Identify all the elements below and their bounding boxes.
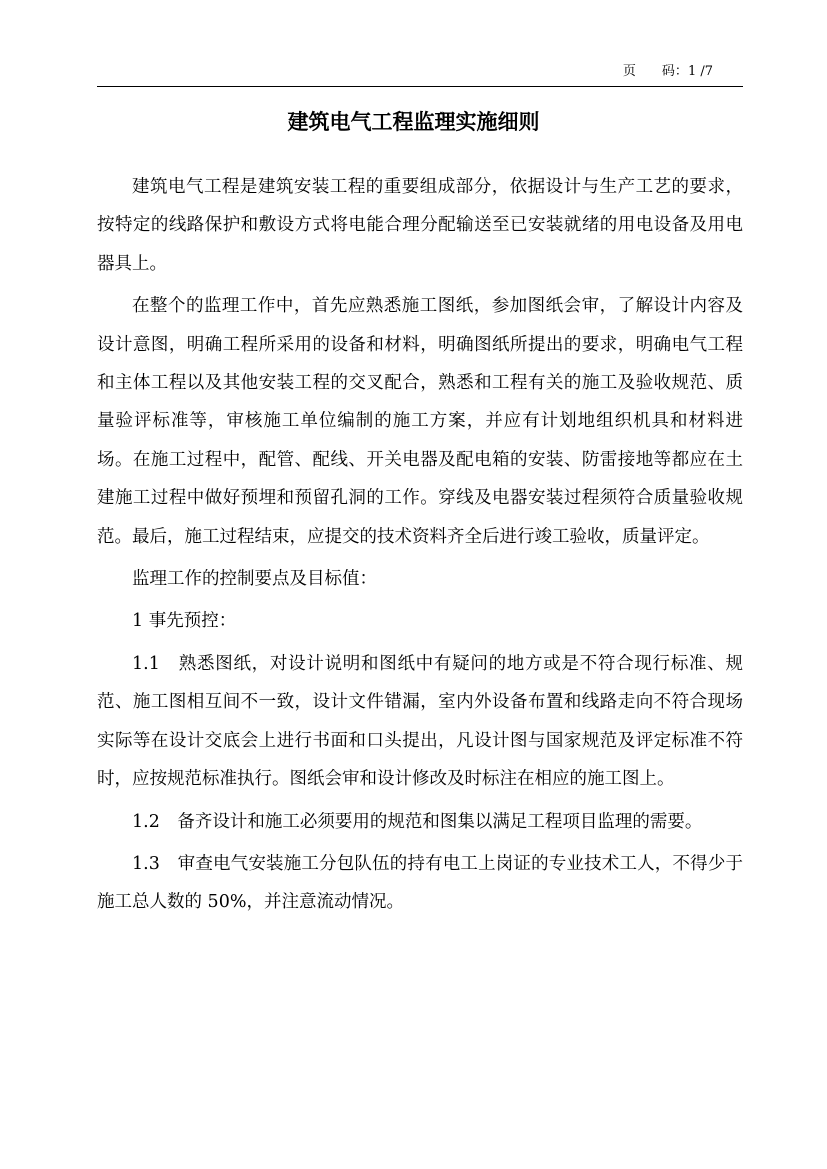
- page-number-label: [623, 60, 713, 79]
- page-label: 页: [622, 64, 636, 79]
- paragraph-intro: 建筑电气工程是建筑安装工程的重要组成部分，依据设计与生产工艺的要求，按特定的线路保护和敷设方式将电能合理分配输送至已安装就绪的用电设备及用电器具上。: [97, 177, 743, 274]
- page-header: [97, 56, 743, 87]
- paragraph-control-points: 监理工作的控制要点及目标值：: [132, 569, 377, 590]
- page-number: 1 /7: [687, 64, 713, 79]
- document-title: 建筑电气工程监理实施细则: [287, 109, 540, 134]
- paragraph-1-3: 1.3 审查电气安装施工分包队伍的持有电工上岗证的专业技术工人，不得少于施工总人数的 50%，并注意流动情况。: [97, 853, 743, 913]
- paragraph-1-2: 1.2 备齐设计和施工必须要用的规范和图集以满足工程项目监理的需要。: [132, 811, 703, 832]
- paragraph-1-1: 1.1 熟悉图纸，对设计说明和图纸中有疑问的地方或是不符合现行标准、规范、施工图相互间不一致，设计文件错漏，室内外设备布置和线路走向不符合现场实际等在设计交底会上进行书面和口头提出，凡设计图与国家规范及评定标准不符时，应按规范标准执行。图纸会审和设计修改及时标注在相应的施工图上。: [97, 653, 743, 790]
- section-heading-precontrol: 1 事先预控：: [132, 611, 237, 632]
- code-label: 码：: [661, 64, 688, 79]
- paragraph-supervision: 在整个的监理工作中，首先应熟悉施工图纸，参加图纸会审，了解设计内容及设计意图，明确工程所采用的设备和材料，明确图纸所提出的要求，明确电气工程和主体工程以及其他安装工程的交叉配合，熟悉和工程有关的施工及验收规范、质量验评标准等，审核施工单位编制的施工方案，并应有计划地组织机具和材料进场。在施工过程中，配管、配线、开关电器及配电箱的安装、防雷接地等都应在土建施工过程中做好预埋和预留孔洞的工作。穿线及电器安装过程须符合质量验收规范。最后，施工过程结束，应提交的技术资料齐全后进行竣工验收，质量评定。: [97, 296, 743, 547]
- document-body: [97, 168, 743, 922]
